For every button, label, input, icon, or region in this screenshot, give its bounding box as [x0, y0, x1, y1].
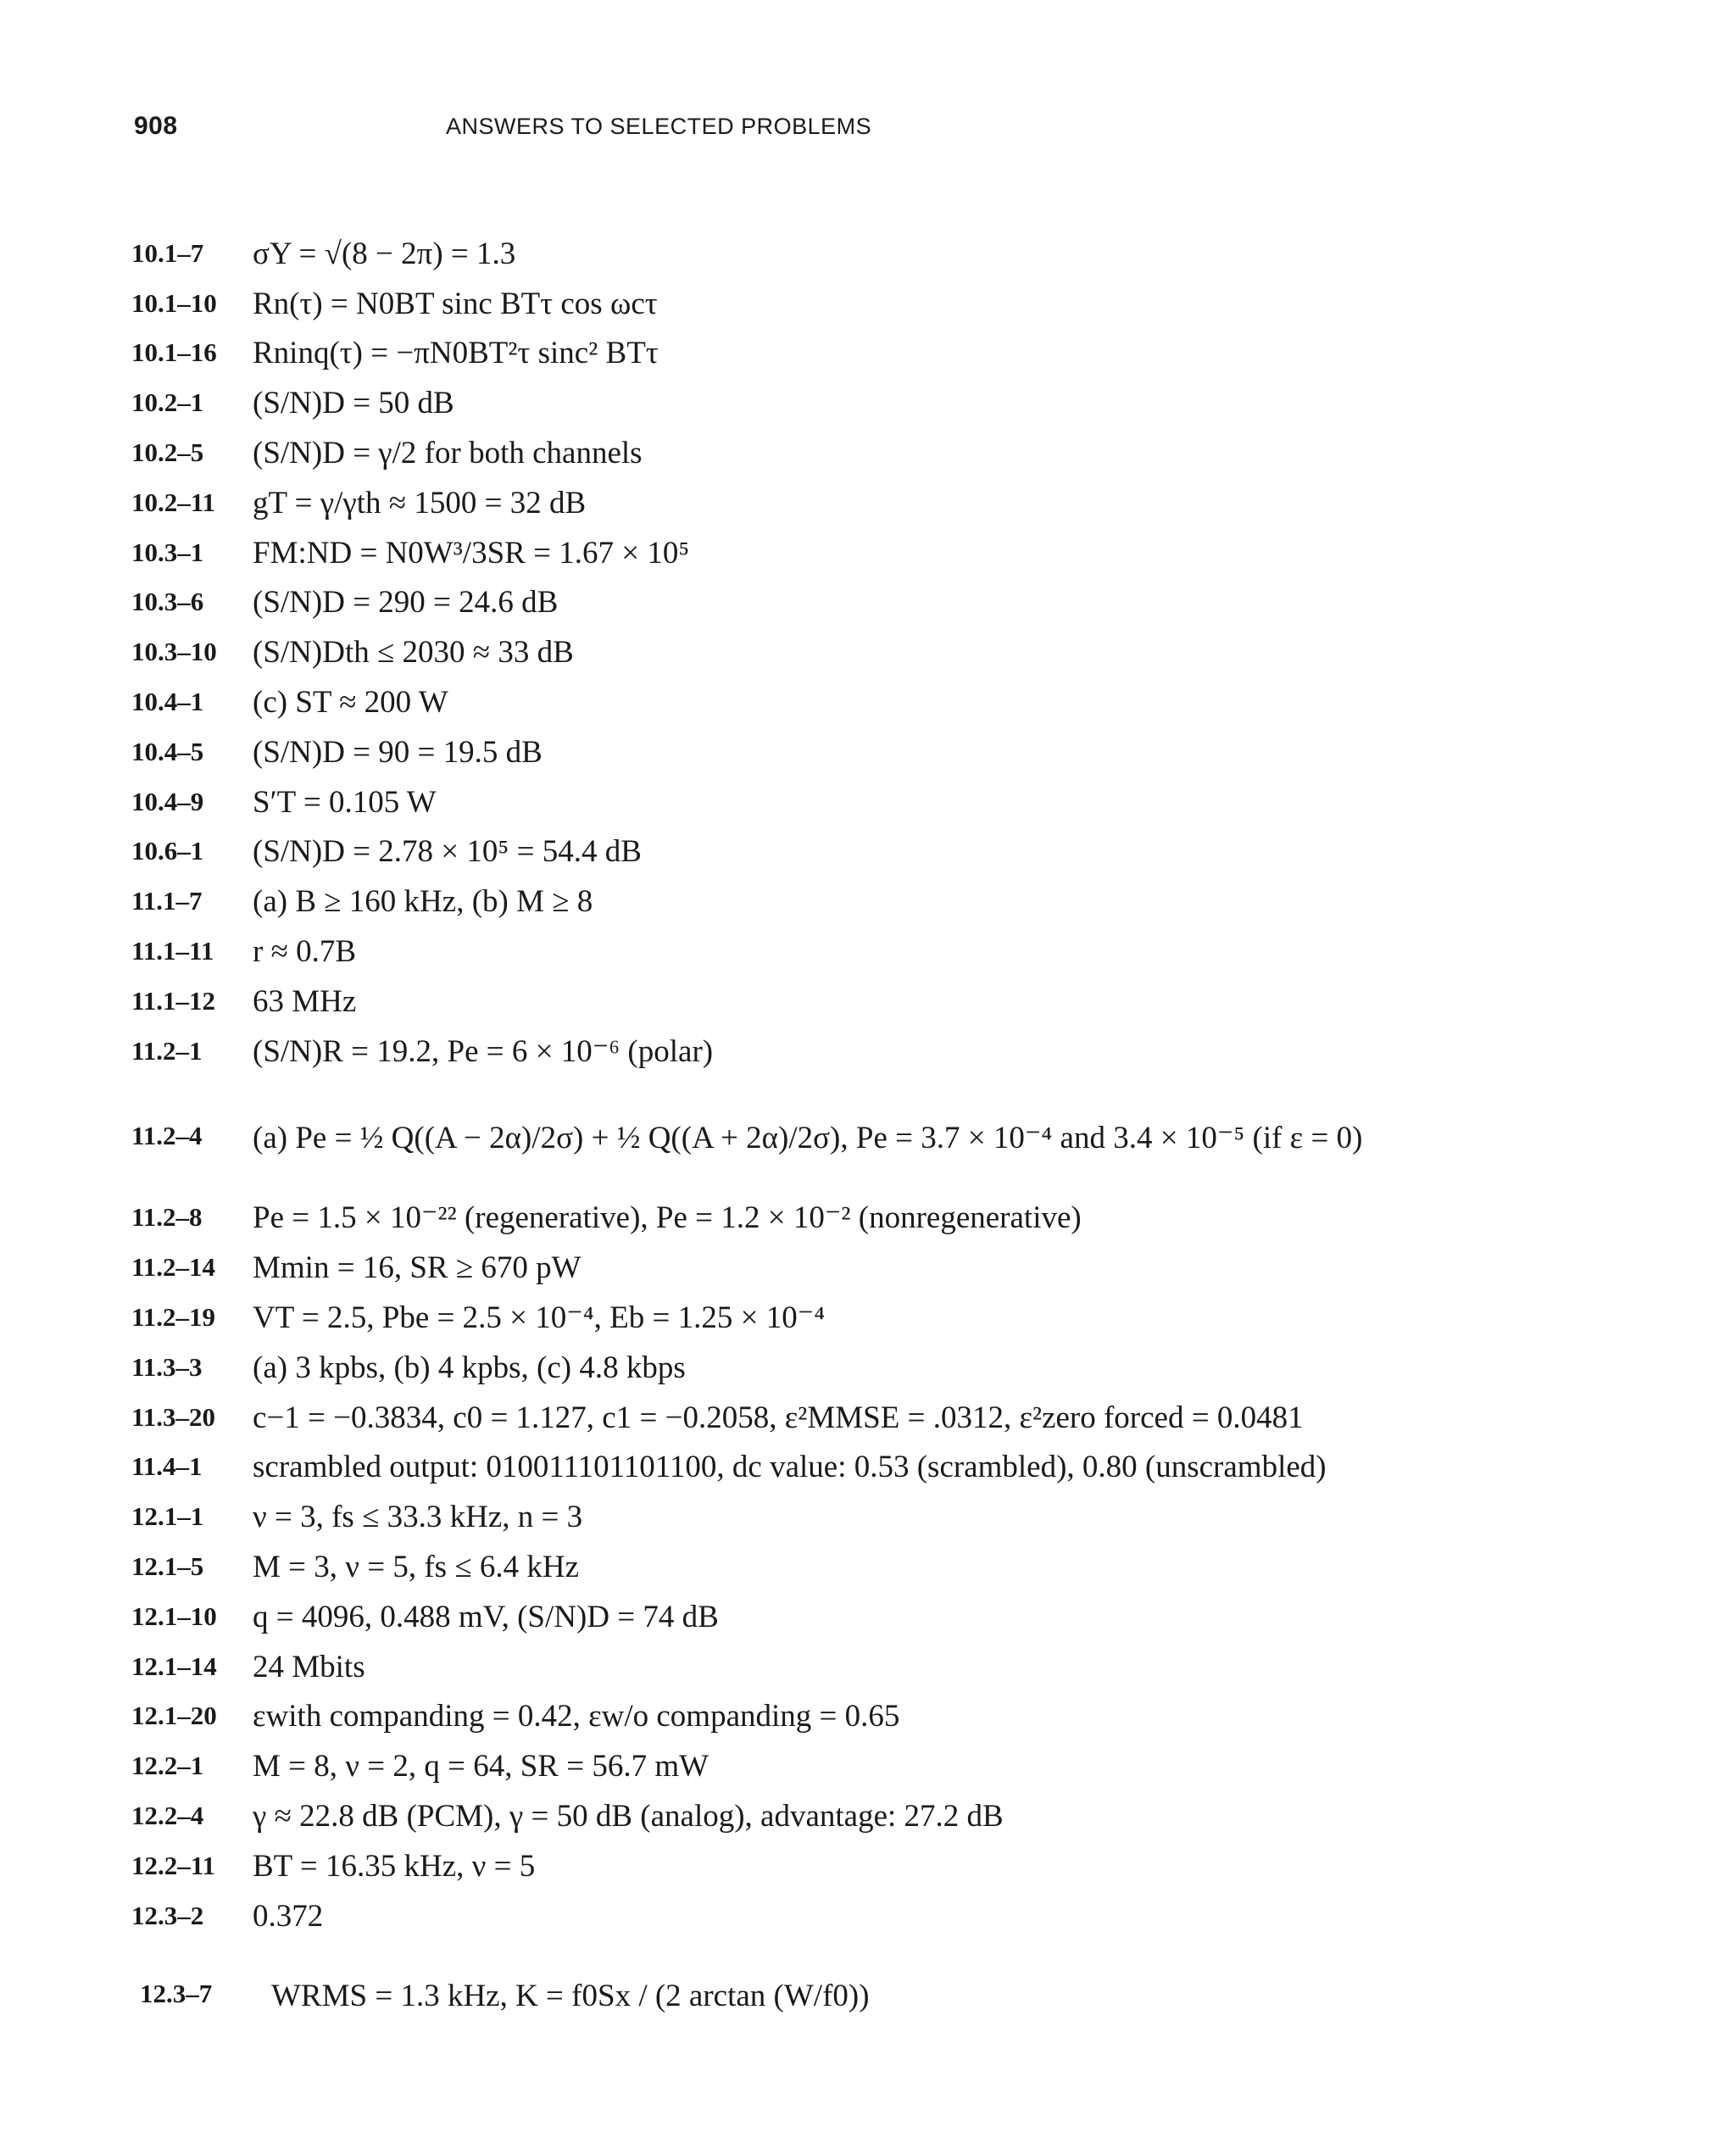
answer-text: 24 Mbits	[253, 1649, 365, 1684]
answer-row	[131, 1027, 1683, 1077]
answer-text: (S/N)D = 290 = 24.6 dB	[253, 585, 559, 621]
answer-row	[131, 1492, 1683, 1542]
problem-number: 11.2–14	[131, 1252, 216, 1283]
problem-number: 11.1–12	[131, 985, 216, 1016]
problem-number: 12.1–10	[131, 1601, 217, 1631]
problem-number: 11.2–4	[131, 1120, 203, 1150]
problem-number: 10.3–10	[131, 637, 217, 667]
answer-text: εwith companding = 0.42, εw/o companding = 0.65	[253, 1699, 900, 1734]
answer-row	[131, 1741, 1683, 1791]
answer-text: Rninq(τ) = −πN0BT²τ sinc² BTτ	[253, 336, 659, 371]
answer-row	[131, 1542, 1683, 1592]
answer-text: Pe = 1.5 × 10⁻²² (regenerative), Pe = 1.2 × 10⁻² (nonregenerative)	[253, 1200, 1082, 1236]
answer-text: FM:ND = N0W³/3SR = 1.67 × 10⁵	[253, 535, 690, 571]
answer-text: r ≈ 0.7B	[253, 933, 357, 969]
answer-row	[131, 877, 1683, 927]
answers-list	[131, 229, 1683, 2052]
answer-text: (S/N)D = 2.78 × 10⁵ = 54.4 dB	[253, 834, 642, 870]
problem-number: 11.1–7	[131, 886, 203, 916]
answer-row	[131, 677, 1683, 727]
answer-row	[131, 1393, 1683, 1443]
problem-number: 10.2–5	[131, 437, 204, 467]
problem-number: 12.2–4	[131, 1800, 204, 1830]
problem-number: 10.4–9	[131, 786, 204, 816]
answer-row	[131, 478, 1683, 528]
answer-row	[131, 1891, 1683, 1941]
answer-row	[131, 977, 1683, 1027]
problem-number: 11.2–8	[131, 1202, 203, 1233]
problem-number: 12.2–1	[131, 1751, 204, 1781]
problem-number: 10.6–1	[131, 836, 204, 866]
answer-text: S′T = 0.105 W	[253, 784, 437, 820]
answer-text: BT = 16.35 kHz, ν = 5	[253, 1848, 536, 1884]
answer-row	[131, 777, 1683, 827]
answer-row	[131, 1791, 1683, 1841]
problem-number: 11.3–3	[131, 1351, 203, 1382]
problem-number: 12.1–14	[131, 1651, 217, 1681]
running-head: ANSWERS TO SELECTED PROBLEMS	[446, 114, 872, 139]
answer-text: Mmin = 16, SR ≥ 670 pW	[253, 1250, 581, 1286]
page-number: 908	[134, 112, 178, 140]
problem-number: 12.1–20	[131, 1701, 217, 1731]
answer-row	[131, 1077, 1683, 1194]
problem-number: 10.1–10	[131, 287, 217, 318]
answer-row	[131, 428, 1683, 478]
problem-number: 12.1–5	[131, 1551, 204, 1581]
answer-row	[131, 1692, 1683, 1742]
answer-row	[131, 1443, 1683, 1493]
answer-row	[131, 1642, 1683, 1692]
answer-text: q = 4096, 0.488 mV, (S/N)D = 74 dB	[253, 1599, 719, 1634]
answer-row	[131, 279, 1683, 329]
answer-row	[131, 578, 1683, 628]
problem-number: 10.2–1	[131, 387, 204, 418]
answer-text: gT = γ/γth ≈ 1500 = 32 dB	[253, 485, 587, 521]
answer-row	[131, 1194, 1683, 1244]
answer-row	[131, 329, 1683, 379]
problem-number: 12.3–2	[131, 1900, 204, 1930]
problem-number: 11.2–1	[131, 1035, 203, 1066]
answer-text: (S/N)D = 50 dB	[253, 386, 454, 421]
answer-text: Rn(τ) = N0BT sinc BTτ cos ωcτ	[253, 286, 658, 321]
answer-text: VT = 2.5, Pbe = 2.5 × 10⁻⁴, Eb = 1.25 × 10⁻⁴	[253, 1300, 826, 1335]
answer-text: ν = 3, fs ≤ 33.3 kHz, n = 3	[253, 1500, 583, 1535]
answer-row	[131, 1243, 1683, 1293]
problem-number: 10.3–6	[131, 587, 204, 617]
problem-number: 10.3–1	[131, 537, 204, 567]
answer-text: scrambled output: 010011101101100, dc value: 0.53 (scrambled), 0.80 (unscrambled)	[253, 1450, 1327, 1485]
answer-text: M = 3, ν = 5, fs ≤ 6.4 kHz	[253, 1549, 580, 1584]
answer-row	[131, 1592, 1683, 1642]
answer-text: 0.372	[253, 1898, 324, 1934]
answer-text: 63 MHz	[253, 983, 357, 1019]
problem-number: 12.1–1	[131, 1501, 204, 1532]
answer-row	[131, 927, 1683, 977]
answer-text: M = 8, ν = 2, q = 64, SR = 56.7 mW	[253, 1749, 709, 1784]
answer-row	[131, 627, 1683, 677]
problem-number: 11.2–19	[131, 1301, 216, 1332]
answer-text: (a) Pe = ½ Q((A − 2α)/2σ) + ½ Q((A + 2α)/2σ), Pe = 3.7 × 10⁻⁴ and 3.4 × 10⁻⁵ (if ε = 0)	[253, 1120, 1363, 1155]
answer-row	[131, 827, 1683, 877]
answer-text: (S/N)D = 90 = 19.5 dB	[253, 734, 542, 770]
answer-text: (a) B ≥ 160 kHz, (b) M ≥ 8	[253, 884, 593, 920]
answer-text: c−1 = −0.3834, c0 = 1.127, c1 = −0.2058, ε²MMSE = .0312, ε²zero forced = 0.0481	[253, 1400, 1304, 1435]
answer-text: (a) 3 kpbs, (b) 4 kpbs, (c) 4.8 kbps	[253, 1350, 686, 1385]
answer-text: (S/N)Dth ≤ 2030 ≈ 33 dB	[253, 635, 574, 671]
problem-number: 12.2–11	[131, 1850, 216, 1880]
problem-number: 10.4–5	[131, 736, 204, 766]
answer-row	[131, 1343, 1683, 1393]
answer-text: (S/N)D = γ/2 for both channels	[253, 435, 643, 470]
problem-number: 11.4–1	[131, 1451, 203, 1482]
answer-row	[131, 1941, 1683, 2052]
problem-number: 11.3–20	[131, 1401, 216, 1432]
answer-row	[131, 1841, 1683, 1891]
page-header	[134, 112, 1660, 146]
answer-row	[131, 229, 1683, 279]
answer-text: (c) ST ≈ 200 W	[253, 684, 448, 720]
answer-row	[131, 378, 1683, 428]
answer-row	[131, 727, 1683, 777]
problem-number: 12.3–7	[140, 1978, 213, 2008]
problem-number: 10.1–7	[131, 237, 204, 268]
answer-text: γ ≈ 22.8 dB (PCM), γ = 50 dB (analog), advantage: 27.2 dB	[253, 1798, 1004, 1834]
answer-text: σY = √(8 − 2π) = 1.3	[253, 236, 516, 271]
answer-row	[131, 1293, 1683, 1343]
answer-text: WRMS = 1.3 kHz, K = f0Sx / (2 arctan (W/f0))	[271, 1978, 870, 2013]
problem-number: 11.1–11	[131, 935, 214, 966]
answer-text: (S/N)R = 19.2, Pe = 6 × 10⁻⁶ (polar)	[253, 1033, 714, 1069]
problem-number: 10.4–1	[131, 686, 204, 716]
answer-row	[131, 528, 1683, 578]
problem-number: 10.2–11	[131, 487, 216, 517]
problem-number: 10.1–16	[131, 337, 217, 368]
